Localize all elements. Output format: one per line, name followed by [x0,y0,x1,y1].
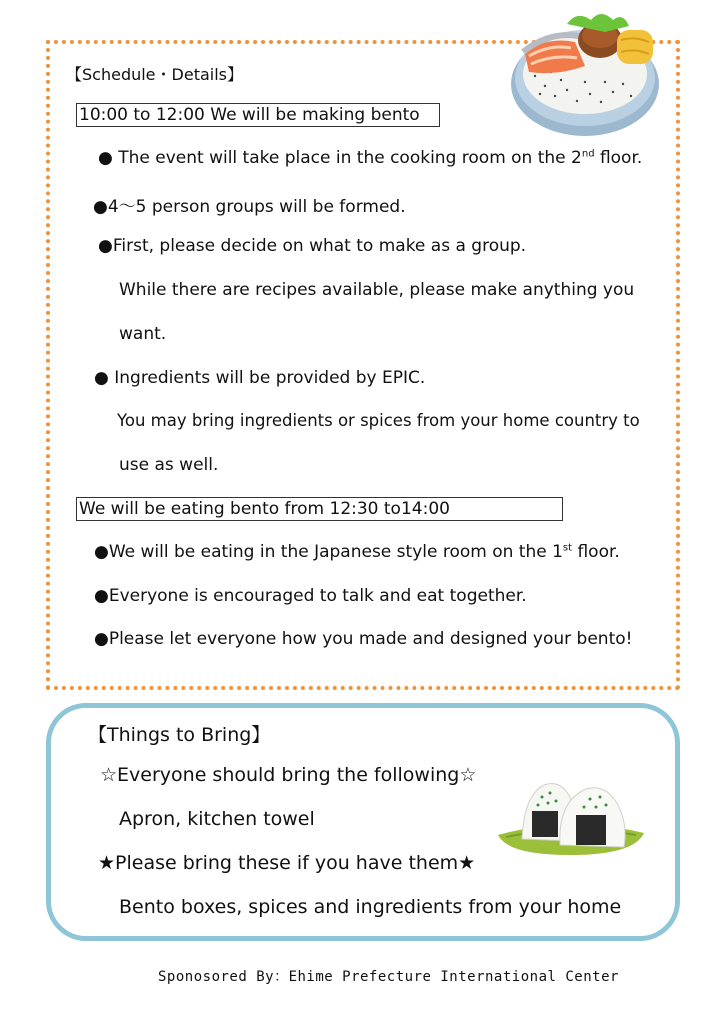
optional-heading: ★Please bring these if you have them★ [98,852,476,874]
onigiri-illustration [494,775,646,860]
making-item-1: ● The event will take place in the cooking room on the 2nd floor. [98,148,643,168]
making-item-7: You may bring ingredients or spices from your home country to [117,411,640,430]
making-item-5: want. [119,324,167,344]
making-time-label: 10:00 to 12:00 We will be making bento [76,103,440,127]
making-item-2: ●4～5 person groups will be formed. [93,197,406,217]
everyone-heading: ☆Everyone should bring the following☆ [100,764,477,786]
optional-items: Bento boxes, spices and ingredients from your home [119,896,622,918]
bring-heading: 【Things to Bring】 [88,724,271,746]
eating-item-1: ●We will be eating in the Japanese style room on the 1st floor. [94,542,620,562]
making-item-3: ●First, please decide on what to make as a group. [98,236,527,256]
making-item-6: ● Ingredients will be provided by EPIC. [94,368,426,388]
making-item-8: use as well. [119,455,219,475]
everyone-items: Apron, kitchen towel [119,808,315,830]
making-item-4: While there are recipes available, please make anything you [119,280,635,300]
eating-item-2: ●Everyone is encouraged to talk and eat together. [94,586,527,606]
footer-sponsor: Sponosored By：Ehime Prefecture International Center [158,969,619,985]
schedule-heading: 【Schedule・Details】 [66,65,243,84]
bento-box-illustration [505,6,670,141]
eating-time-label: We will be eating bento from 12:30 to14:00 [76,497,563,521]
eating-item-3: ●Please let everyone how you made and designed your bento! [94,629,633,649]
